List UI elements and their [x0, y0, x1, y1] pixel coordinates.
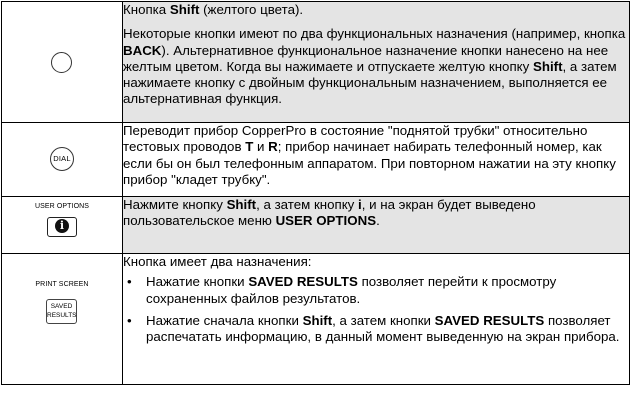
bullet-list	[123, 274, 629, 345]
description-cell	[123, 123, 630, 197]
text-run: Кнопка имеет два назначения:	[123, 254, 312, 269]
text-run: ). Альтернативное функциональное назначение кнопки нанесено на нее желтым цветом. Когда вы нажимаете и отпускаете желтую кнопку	[123, 42, 609, 74]
bold-text: SAVED RESULTS	[434, 312, 545, 328]
text-run: , а затем кнопку	[256, 197, 359, 212]
bold-text: R	[268, 139, 278, 155]
description-paragraph	[123, 2, 629, 18]
icon-caption: PRINT SCREEN	[35, 281, 89, 288]
text-run: (желтого цвета).	[199, 2, 304, 17]
list-item	[146, 313, 629, 346]
bold-text: BACK	[123, 42, 162, 58]
text-run: , и на экран будет выведено пользовательское меню	[123, 197, 536, 229]
bold-text: Shift	[226, 197, 257, 212]
saved-results-label-line: RESULTS	[47, 312, 77, 319]
icon-caption: USER OPTIONS	[34, 203, 90, 210]
bold-text: T	[245, 139, 254, 155]
table-row	[2, 2, 630, 123]
description-cell	[123, 254, 630, 385]
description-paragraph	[123, 26, 629, 107]
table-row	[2, 254, 630, 385]
bold-text: Shift	[302, 312, 333, 328]
text-run: , а затем нажимаете кнопку с двойным функциональным назначением, выполняется ее альтернативная функция.	[123, 58, 617, 107]
bold-text: i	[358, 197, 362, 212]
info-button-icon	[47, 217, 77, 237]
bold-text: Shift	[169, 2, 200, 17]
bold-text: Shift	[532, 58, 563, 74]
text-run: Переводит прибор CopperPro в состояние "поднятой трубки" относительно тестовых проводов	[123, 123, 588, 155]
description-paragraph	[123, 197, 629, 230]
description-cell	[123, 197, 630, 254]
circle-button-icon	[51, 52, 72, 73]
saved-results-label-line: SAVED	[50, 303, 73, 310]
text-run: Нажатие сначала кнопки	[146, 312, 303, 328]
text-run: и	[253, 139, 269, 155]
table-row	[2, 123, 630, 197]
text-run: Нажмите кнопку	[123, 197, 227, 212]
description-paragraph	[123, 254, 629, 270]
text-run: Нажатие кнопки	[146, 274, 249, 290]
description-paragraph	[123, 123, 629, 188]
icon-cell	[2, 254, 123, 385]
button-description-table	[1, 1, 630, 385]
list-item	[146, 274, 629, 307]
text-run: Некоторые кнопки имеют по два функциональных назначения (например, кнопка	[123, 26, 626, 42]
dial-button-icon: DIAL	[50, 147, 74, 171]
icon-cell	[2, 123, 123, 197]
table-row	[2, 197, 630, 254]
icon-cell	[2, 2, 123, 123]
text-run: позволяет распечатать информацию, в данный момент выведенную на экран прибора.	[146, 312, 620, 345]
description-cell	[123, 2, 630, 123]
text-run: Кнопка	[123, 2, 170, 17]
text-run: позволяет перейти к просмотру сохраненных файлов результатов.	[146, 274, 557, 306]
info-glyph: i	[55, 219, 69, 233]
bold-text: USER OPTIONS	[275, 213, 377, 229]
bold-text: SAVED RESULTS	[248, 274, 358, 290]
text-run: ; прибор начинает набирать телефонный номер, как если бы он был телефонным аппаратом. При повторном нажатии на эту кнопку прибор "кладет трубку".	[123, 139, 616, 187]
icon-cell	[2, 197, 123, 254]
saved-results-button-icon	[46, 299, 77, 324]
text-run: , а затем кнопки	[332, 312, 435, 328]
text-run: .	[376, 213, 380, 229]
